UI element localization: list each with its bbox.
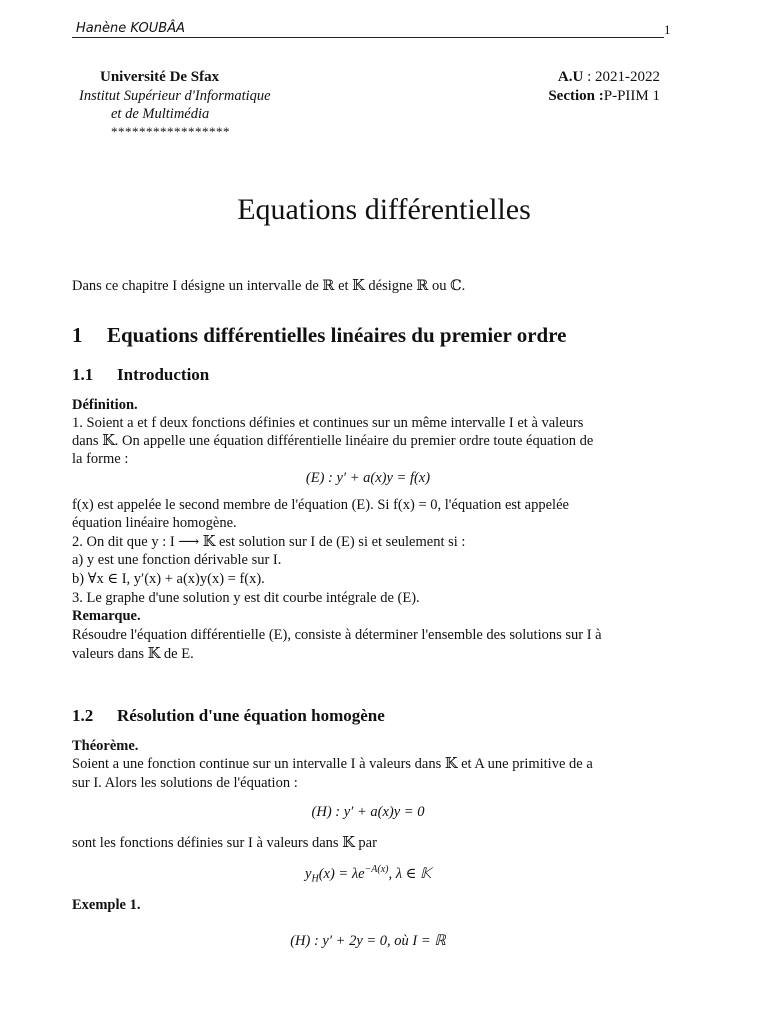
header-rule — [72, 37, 664, 38]
theorem-line-1: Soient a une fonction continue sur un intervalle I à valeurs dans 𝕂 et A une primitive de a — [72, 756, 593, 772]
section-1-1-number: 1.1 — [72, 365, 94, 384]
definition-label: Définition. — [72, 397, 138, 413]
solution-mid: (x) = λe — [318, 865, 365, 882]
paragraph-line-6: 3. Le graphe d'une solution y est dit courbe intégrale de (E). — [72, 590, 420, 606]
equation-E: (E) : y′ + a(x)y = f(x) — [305, 470, 431, 486]
after-H-text: sont les fonctions définies sur I à valeurs dans 𝕂 par — [72, 835, 377, 851]
section-1-number: 1 — [72, 323, 83, 347]
section-1-2-heading — [72, 706, 385, 726]
definition-line-2: dans 𝕂. On appelle une équation différentielle linéaire du premier ordre toute équation de — [72, 433, 594, 449]
paragraph-line-1: f(x) est appelée le second membre de l'équation (E). Si f(x) = 0, l'équation est appelée — [72, 497, 569, 513]
example-equation: (H) : y′ + 2y = 0, où I = ℝ — [290, 933, 446, 949]
page-number: 1 — [664, 22, 671, 37]
definition-line-1: 1. Soient a et f deux fonctions définies et continues sur un même intervalle I et à valeurs — [72, 415, 584, 431]
solution-exponent: −A(x) — [364, 864, 389, 875]
section-1-2-number: 1.2 — [72, 706, 94, 725]
intro-paragraph: Dans ce chapitre I désigne un intervalle de ℝ et 𝕂 désigne ℝ ou ℂ. — [72, 278, 466, 294]
section-label: Section : — [548, 88, 604, 104]
academic-year — [558, 69, 660, 86]
institute-line-2: et de Multimédia — [111, 106, 210, 122]
theorem-line-2: sur I. Alors les solutions de l'équation : — [72, 775, 298, 791]
solution-subscript: H — [311, 873, 319, 885]
section-value: P-PIIM 1 — [603, 88, 660, 104]
section-1-2-title: Résolution d'une équation homogène — [117, 706, 385, 725]
section-1-1-title: Introduction — [117, 365, 210, 384]
solution-lhs: y — [305, 865, 312, 882]
au-value: : 2021-2022 — [583, 69, 660, 85]
paragraph-line-2: équation linéaire homogène. — [72, 515, 237, 531]
definition-line-3: la forme : — [72, 451, 129, 467]
section-1-title: Equations différentielles linéaires du premier ordre — [107, 323, 567, 347]
paragraph-line-3: 2. On dit que y : I ⟶ 𝕂 est solution sur I de (E) si et seulement si : — [72, 534, 466, 550]
section-1-1-heading — [72, 365, 209, 385]
section-1-heading — [72, 323, 566, 348]
remark-line-2: valeurs dans 𝕂 de E. — [72, 646, 194, 662]
au-label: A.U — [557, 69, 584, 85]
university-name: Université De Sfax — [100, 69, 220, 85]
institute-line-1: Institut Supérieur d'Informatique — [79, 88, 271, 104]
paragraph-line-4: a) y est une fonction dérivable sur I. — [72, 552, 282, 568]
solution-rhs: , λ ∈ 𝕂 — [388, 865, 431, 882]
decorative-stars: ***************** — [111, 124, 230, 139]
equation-H: (H) : y′ + a(x)y = 0 — [311, 804, 425, 820]
section-info — [548, 88, 660, 105]
solution-formula — [72, 864, 664, 885]
remark-label: Remarque. — [72, 608, 141, 624]
remark-line-1: Résoudre l'équation différentielle (E), consiste à déterminer l'ensemble des solutions sur I à — [72, 627, 602, 643]
theorem-label: Théorème. — [72, 738, 139, 754]
paragraph-line-5: b) ∀x ∈ I, y′(x) + a(x)y(x) = f(x). — [72, 571, 265, 587]
header-author: Hanène KOUBÂA — [76, 21, 185, 36]
document-title: Equations différentielles — [237, 193, 531, 226]
example-label: Exemple 1. — [72, 897, 141, 913]
